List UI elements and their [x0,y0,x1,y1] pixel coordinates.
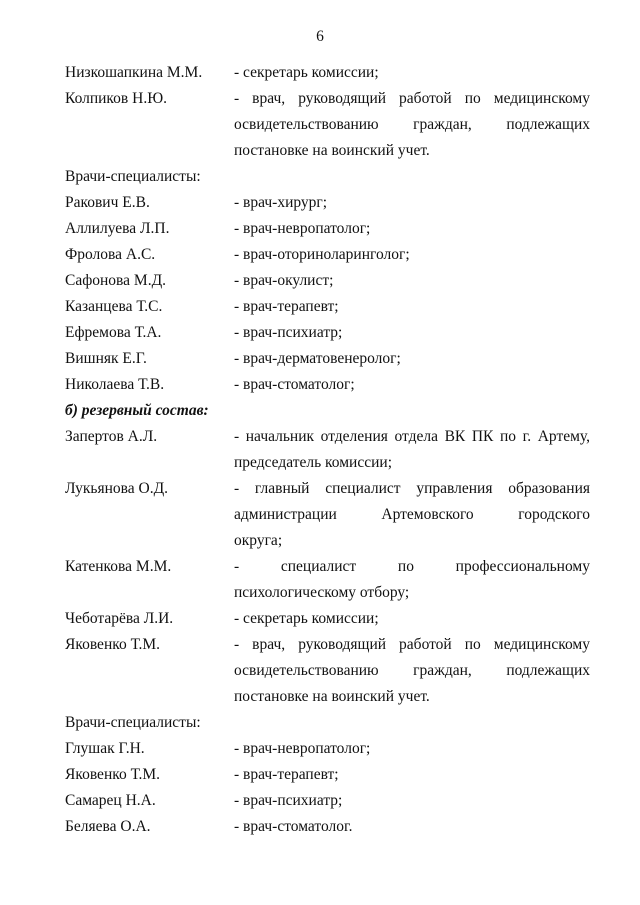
member-row [65,320,590,346]
member-role [234,554,590,606]
role-text-line: председатель комиссии; [234,454,393,471]
member-row [65,372,590,398]
member-name: Вишняк Е.Г. [65,350,147,367]
member-name: Аллилуева Л.П. [65,220,170,237]
member-name: Самарец Н.А. [65,792,156,809]
member-row [65,86,590,164]
specialists-heading: Врачи-специалисты: [65,168,201,185]
member-name: Ракович Е.В. [65,194,150,211]
member-role [234,736,590,762]
member-name: Низкошапкина М.М. [65,64,203,81]
member-name: Сафонова М.Д. [65,272,167,289]
member-role [234,242,590,268]
member-role [234,86,590,164]
role-text-line: - врач-дерматовенеролог; [234,350,401,367]
member-name: Ефремова Т.А. [65,324,162,341]
role-text-line: - врач-оториноларинголог; [234,246,410,263]
member-name: Фролова А.С. [65,246,156,263]
member-role [234,294,590,320]
member-row [65,294,590,320]
member-role [234,424,590,476]
role-text-line: - начальник отделения отдела ВК ПК по г. Артему, [234,428,590,445]
member-name: Яковенко Т.М. [65,636,161,653]
reserve-specialists-list [65,736,590,840]
role-text-line: округа; [234,532,283,549]
role-text-line: - секретарь комиссии; [234,64,379,81]
role-text-line: психологическому отбору; [234,584,410,601]
main-members-continued [65,60,590,164]
role-text-line: постановке на воинский учет. [234,142,430,159]
member-row [65,60,590,86]
role-text-line: - врач-невропатолог; [234,740,371,757]
member-row [65,242,590,268]
role-text-line: - врач, руководящий работой по медицинскому [234,636,590,653]
member-name: Беляева О.А. [65,818,151,835]
member-row [65,814,590,840]
member-role [234,476,590,554]
member-role [234,190,590,216]
member-row [65,632,590,710]
member-row [65,762,590,788]
member-role [234,606,590,632]
role-text-line: - врач-психиатр; [234,792,343,809]
member-role [234,788,590,814]
role-text-line: - главный специалист управления образования [234,480,590,497]
member-role [234,346,590,372]
member-role [234,216,590,242]
member-row [65,554,590,606]
member-name: Яковенко Т.М. [65,766,161,783]
member-name: Чеботарёва Л.И. [65,610,174,627]
role-text-line: освидетельствованию граждан, подлежащих [234,116,590,133]
member-role [234,60,590,86]
member-row [65,788,590,814]
role-text-line: - специалист по профессиональному [234,558,590,575]
member-role [234,632,590,710]
specialists-heading: Врачи-специалисты: [65,714,201,731]
member-name: Запертов А.Л. [65,428,158,445]
member-row [65,216,590,242]
member-row [65,736,590,762]
member-row [65,268,590,294]
member-role [234,268,590,294]
role-text-line: - врач-невропатолог; [234,220,371,237]
role-text-line: - врач-терапевт; [234,766,339,783]
member-row [65,606,590,632]
role-text-line: освидетельствованию граждан, подлежащих [234,662,590,679]
role-text-line: - врач-терапевт; [234,298,339,315]
role-text-line: - врач, руководящий работой по медицинскому [234,90,590,107]
member-row [65,346,590,372]
member-row [65,476,590,554]
member-name: Глушак Г.Н. [65,740,145,757]
member-name: Николаева Т.В. [65,376,165,393]
member-name: Казанцева Т.С. [65,298,163,315]
member-row [65,190,590,216]
member-role [234,762,590,788]
reserve-composition-heading: б) резервный состав: [65,402,209,419]
role-text-line: - врач-хирург; [234,194,328,211]
role-text-line: администрации Артемовского городского [234,506,590,523]
reserve-members-list [65,424,590,710]
member-role [234,320,590,346]
member-name: Катенкова М.М. [65,558,172,575]
member-name: Колпиков Н.Ю. [65,90,167,107]
member-row [65,424,590,476]
commission-list [65,60,590,840]
role-text-line: - врач-психиатр; [234,324,343,341]
page-number: 6 [316,28,324,45]
role-text-line: - секретарь комиссии; [234,610,379,627]
role-text-line: - врач-окулист; [234,272,334,289]
role-text-line: постановке на воинский учет. [234,688,430,705]
main-specialists-list [65,190,590,398]
role-text-line: - врач-стоматолог. [234,818,353,835]
member-role [234,372,590,398]
member-name: Лукьянова О.Д. [65,480,169,497]
member-role [234,814,590,840]
role-text-line: - врач-стоматолог; [234,376,355,393]
